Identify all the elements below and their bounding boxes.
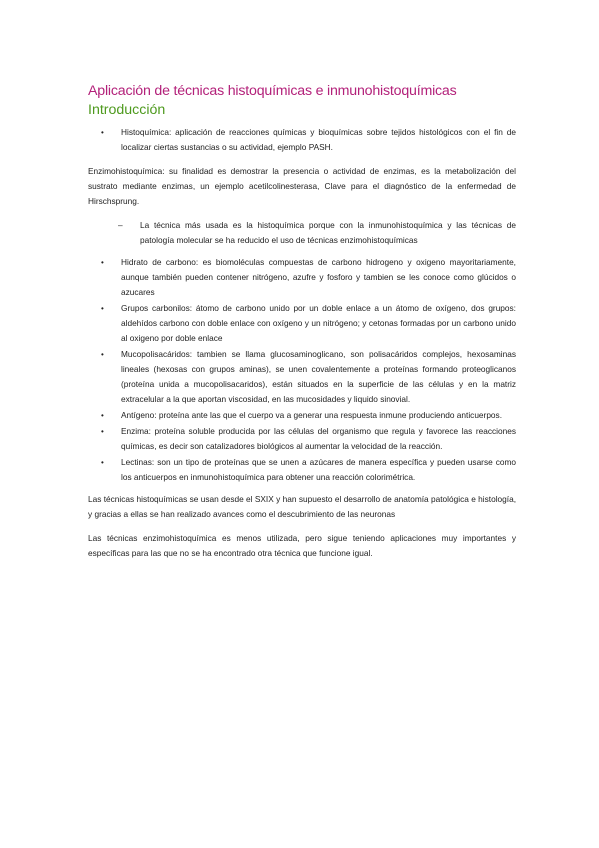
list-item xyxy=(88,301,516,346)
list-item-text: Enzima: proteína soluble producida por las células del organismo que regula y favorece las reacciones químicas, es decir son catalizadores biológicos al aumentar la velocidad de la reacción. xyxy=(121,426,516,451)
section-heading: Introducción xyxy=(88,102,166,118)
list-item-text: Histoquímica: aplicación de reacciones químicas y bioquímicas sobre tejidos histológicos con el fin de localizar ciertas sustancias o su actividad, ejemplo PASH. xyxy=(121,127,516,152)
list-item xyxy=(118,218,516,248)
document-title: Aplicación de técnicas histoquímicas e inmunohistoquímicas xyxy=(88,83,457,99)
list-item xyxy=(88,408,516,423)
bullet-icon: • xyxy=(101,427,104,436)
bullet-icon: • xyxy=(101,128,104,137)
dash-icon: – xyxy=(118,220,123,230)
list-item-text: Antígeno: proteína ante las que el cuerpo va a generar una respuesta inmune produciendo anticuerpos. xyxy=(121,410,502,420)
list-item xyxy=(88,455,516,485)
paragraph-enzimohistoquimica: Enzimohistoquímica: su finalidad es demostrar la presencia o actividad de enzimas, es la metabolización del sustrato mediante enzimas, un ejemplo acetilcolinesterasa, Clave para el diagnóstico de la enfermedad de Hirschsprung. xyxy=(88,166,516,206)
list-item xyxy=(88,255,516,300)
list-item xyxy=(88,424,516,454)
list-item-text: Mucopolisacáridos: tambien se llama glucosaminoglicano, son polisacáridos complejos, hexosaminas lineales (hexosas con grupos aminas), se unen covalentemente a proteínas formando proteoglicanos (proteína unida a mucopolisacaridos), están situados en la superficie de las células y en la matriz extracelular a la que aportan viscosidad, en las mucosidades y liquido sinovial. xyxy=(121,349,516,404)
definitions-list xyxy=(88,255,516,485)
intro-list xyxy=(88,125,516,155)
dash-list xyxy=(118,218,516,248)
list-item-text: Grupos carbonilos: átomo de carbono unido por un doble enlace a un átomo de oxígeno, dos grupos: aldehídos carbono con doble enlace con oxígeno y un nitrógeno; y cetonas formadas por un carbono unido al oxigeno por doble enlace xyxy=(121,303,516,343)
list-item-text: La técnica más usada es la histoquímica porque con la inmunohistoquímica y las técnicas de patología molecular se ha reducido el uso de técnicas enzimohistoquímicas xyxy=(140,220,516,245)
bullet-icon: • xyxy=(101,350,104,359)
bullet-icon: • xyxy=(101,411,104,420)
list-item xyxy=(88,347,516,407)
document-page xyxy=(88,82,516,570)
bullet-icon: • xyxy=(101,304,104,313)
list-item-text: Lectinas: son un tipo de proteínas que se unen a azúcares de manera específica y pueden usarse como los anticuerpos en inmunohistoquímica para obtener una reacción colorimétrica. xyxy=(121,457,516,482)
list-item-text: Hidrato de carbono: es biomoléculas compuestas de carbono hidrogeno y oxigeno mayoritariamente, aunque también pueden contener nitrógeno, azufre y fosforo y tambien se les conoce como glúcidos o azucares xyxy=(121,257,516,297)
paragraph-historia: Las técnicas histoquímicas se usan desde el SXIX y han supuesto el desarrollo de anatomía patológica e histología, y gracias a ellas se han realizado avances como el descubrimiento de las neuronas xyxy=(88,494,516,519)
list-item xyxy=(88,125,516,155)
bullet-icon: • xyxy=(101,258,104,267)
paragraph-conclusion: Las técnicas enzimohistoquímica es menos utilizada, pero sigue teniendo aplicaciones muy importantes y específicas para las que no se ha encontrado otra técnica que funcione igual. xyxy=(88,533,516,558)
bullet-icon: • xyxy=(101,458,104,467)
